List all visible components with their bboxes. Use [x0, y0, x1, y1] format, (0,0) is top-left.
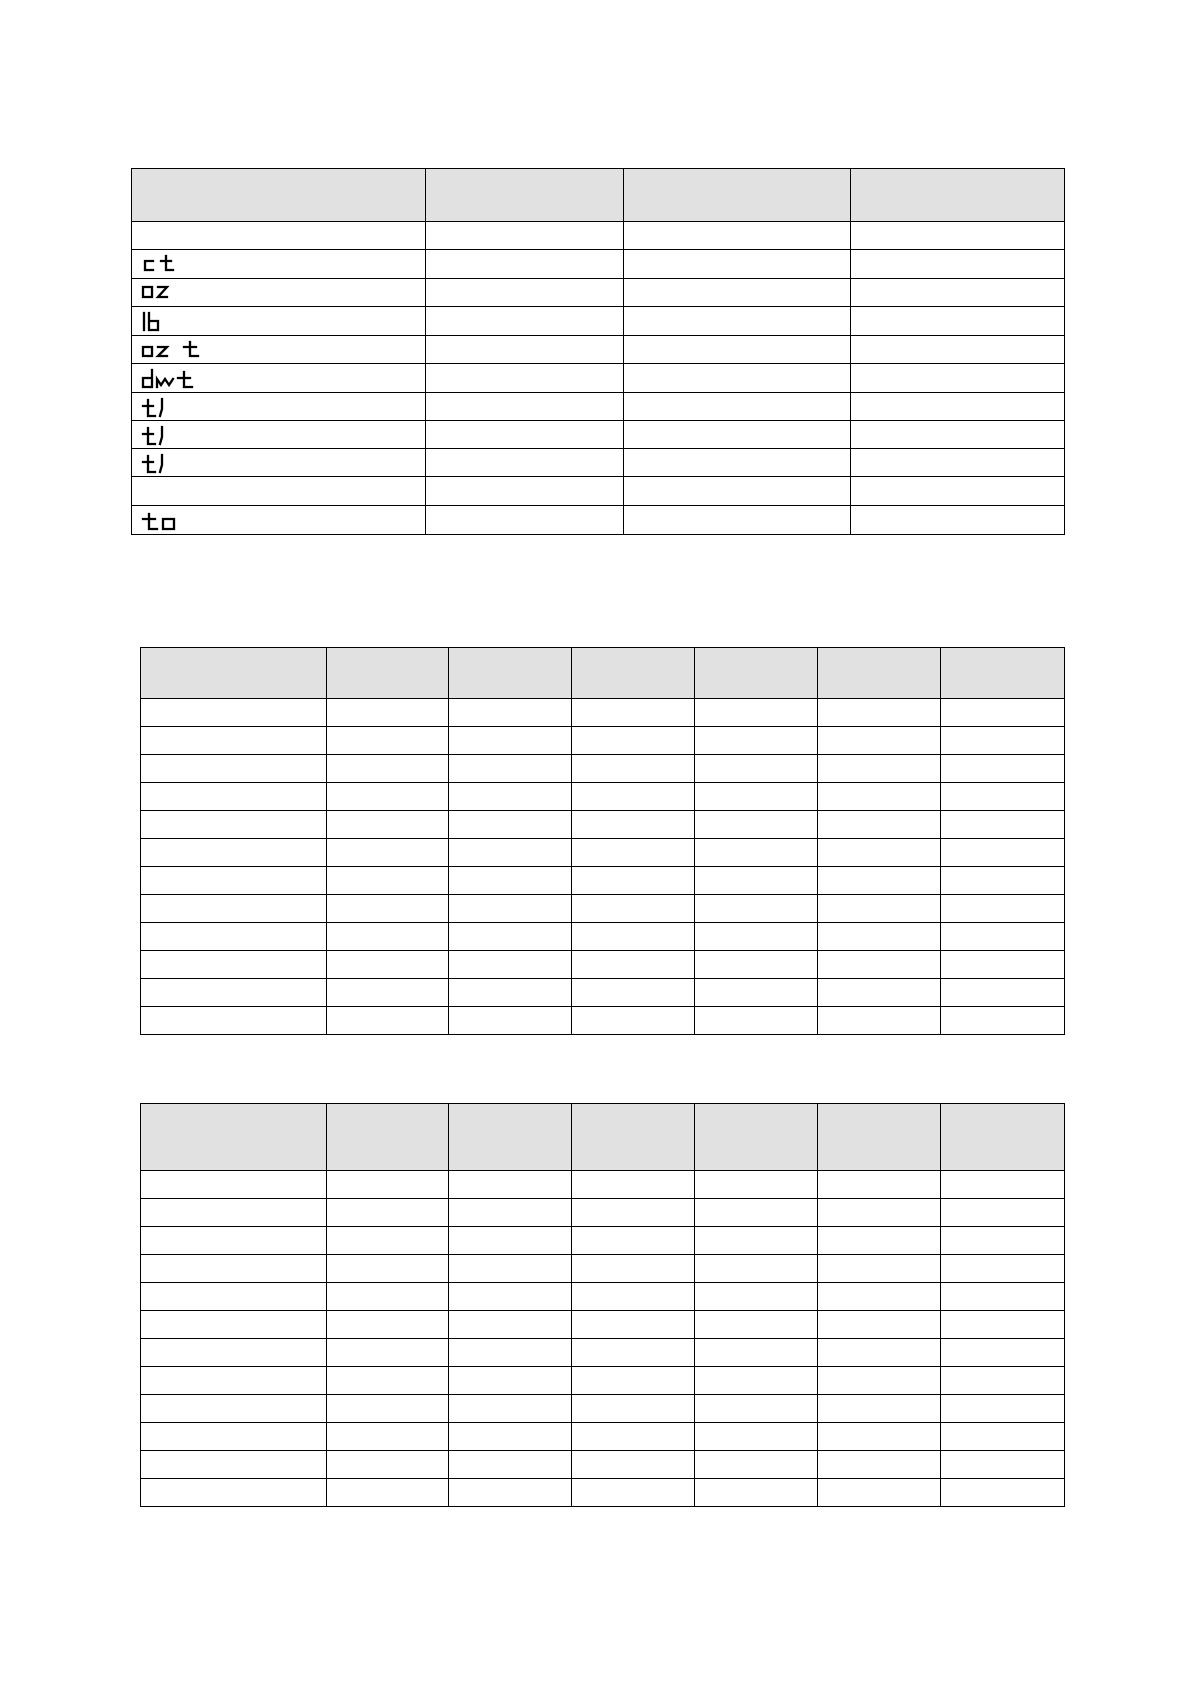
table-row: [141, 811, 1065, 839]
lcd-dwt-glyph: [140, 367, 204, 391]
table-cell: [695, 1367, 818, 1395]
table-cell: [818, 1171, 941, 1199]
table-cell: [449, 1479, 572, 1507]
table-cell: [572, 1423, 695, 1451]
table-cell: [941, 867, 1065, 895]
table-cell: [327, 783, 449, 811]
table-cell: [818, 727, 941, 755]
table-cell: [695, 783, 818, 811]
header-cell: [449, 648, 572, 699]
table-cell: [449, 979, 572, 1007]
table-cell: [624, 222, 851, 250]
table-cell: [941, 1479, 1065, 1507]
table-cell: [327, 1227, 449, 1255]
table-row: [132, 364, 1065, 393]
table-cell: [327, 1395, 449, 1423]
table-cell: [449, 727, 572, 755]
table-cell: [818, 811, 941, 839]
table-cell: [327, 1451, 449, 1479]
table-cell: [695, 1479, 818, 1507]
table-cell: [818, 755, 941, 783]
table-cell: [941, 1451, 1065, 1479]
table-row: [141, 895, 1065, 923]
table-cell: [624, 506, 851, 535]
table-cell: [449, 1367, 572, 1395]
table-cell: [695, 1171, 818, 1199]
table-cell: [941, 1171, 1065, 1199]
table-cell: [132, 364, 426, 393]
table-cell: [695, 895, 818, 923]
table-row: [141, 1451, 1065, 1479]
table-row: [132, 307, 1065, 336]
header-cell: [851, 169, 1065, 222]
table-cell: [572, 839, 695, 867]
table-cell: [851, 449, 1065, 477]
table-cell: [941, 923, 1065, 951]
table-cell: [624, 279, 851, 307]
table-cell: [695, 1423, 818, 1451]
table-cell: [327, 1367, 449, 1395]
table-cell: [941, 699, 1065, 727]
table-cell: [851, 421, 1065, 449]
table-cell: [141, 1171, 327, 1199]
table-cell: [818, 1423, 941, 1451]
table-cell: [141, 895, 327, 923]
table-row: [141, 1395, 1065, 1423]
table-cell: [141, 839, 327, 867]
table-cell: [141, 1255, 327, 1283]
table-cell: [572, 1367, 695, 1395]
table-cell: [572, 979, 695, 1007]
table-cell: [449, 867, 572, 895]
table-row: [141, 1007, 1065, 1035]
table-cell: [818, 867, 941, 895]
table-cell: [327, 979, 449, 1007]
table-cell: [449, 699, 572, 727]
table-cell: [327, 1007, 449, 1035]
table-cell: [624, 393, 851, 421]
table-cell: [449, 811, 572, 839]
unit-table: [131, 168, 1065, 535]
table-cell: [572, 951, 695, 979]
table-cell: [695, 1311, 818, 1339]
table-cell: [941, 727, 1065, 755]
header-cell: [818, 648, 941, 699]
table-cell: [327, 1311, 449, 1339]
header-cell: [624, 169, 851, 222]
header-cell: [141, 1104, 327, 1171]
table-cell: [941, 1283, 1065, 1311]
table-cell: [624, 477, 851, 506]
table-cell: [132, 421, 426, 449]
table-cell: [624, 336, 851, 364]
table-row: [141, 727, 1065, 755]
table-cell: [141, 1311, 327, 1339]
table-cell: [818, 895, 941, 923]
table-row: [141, 951, 1065, 979]
table-row: [141, 1479, 1065, 1507]
table-cell: [132, 449, 426, 477]
table-cell: [132, 506, 426, 535]
table-cell: [426, 421, 624, 449]
table-row: [141, 979, 1065, 1007]
table-row: [132, 222, 1065, 250]
table-cell: [141, 699, 327, 727]
table-cell: [851, 279, 1065, 307]
table-cell: [851, 364, 1065, 393]
table-cell: [572, 1339, 695, 1367]
table-cell: [695, 867, 818, 895]
header-cell: [572, 648, 695, 699]
table-cell: [695, 699, 818, 727]
table-row: [132, 336, 1065, 364]
header-cell: [426, 169, 624, 222]
table-cell: [327, 951, 449, 979]
table-cell: [695, 1227, 818, 1255]
header-cell: [572, 1104, 695, 1171]
table-cell: [695, 923, 818, 951]
table-cell: [941, 839, 1065, 867]
table-cell: [449, 1311, 572, 1339]
table-cell: [327, 1423, 449, 1451]
table-cell: [141, 727, 327, 755]
table-cell: [941, 811, 1065, 839]
table-cell: [449, 1171, 572, 1199]
table-cell: [132, 336, 426, 364]
table-header-row: [141, 1104, 1065, 1171]
table-cell: [449, 895, 572, 923]
table-cell: [818, 979, 941, 1007]
table-cell: [132, 307, 426, 336]
table-cell: [818, 923, 941, 951]
table-cell: [941, 1255, 1065, 1283]
lcd-oz-glyph: [140, 282, 180, 304]
table-cell: [426, 393, 624, 421]
table-cell: [572, 699, 695, 727]
table-cell: [327, 727, 449, 755]
table-cell: [818, 951, 941, 979]
table-cell: [818, 1227, 941, 1255]
table-cell: [818, 1199, 941, 1227]
table-cell: [624, 364, 851, 393]
table-cell: [141, 1423, 327, 1451]
table-cell: [449, 839, 572, 867]
table-cell: [327, 1283, 449, 1311]
table-cell: [572, 1199, 695, 1227]
table-cell: [818, 1395, 941, 1423]
table-cell: [327, 811, 449, 839]
header-cell: [327, 1104, 449, 1171]
table-cell: [851, 307, 1065, 336]
header-cell: [695, 1104, 818, 1171]
table-row: [141, 1423, 1065, 1451]
table-cell: [449, 755, 572, 783]
table-row: [141, 923, 1065, 951]
table-row: [141, 1311, 1065, 1339]
table-cell: [426, 364, 624, 393]
table-cell: [141, 1367, 327, 1395]
header-cell: [695, 648, 818, 699]
table-cell: [941, 1395, 1065, 1423]
table-cell: [572, 1479, 695, 1507]
table-cell: [449, 1423, 572, 1451]
lcd-tl-glyph: [140, 452, 174, 476]
table-cell: [818, 1283, 941, 1311]
header-cell: [941, 1104, 1065, 1171]
table-cell: [851, 506, 1065, 535]
table-row: [141, 1367, 1065, 1395]
table-cell: [327, 1171, 449, 1199]
table-cell: [572, 1311, 695, 1339]
table-cell: [141, 1199, 327, 1227]
lcd-lb-glyph: [140, 310, 170, 334]
table-cell: [449, 1283, 572, 1311]
table-cell: [572, 1007, 695, 1035]
table-cell: [695, 951, 818, 979]
table-cell: [818, 783, 941, 811]
table-cell: [941, 1423, 1065, 1451]
table-cell: [941, 755, 1065, 783]
table-cell: [572, 895, 695, 923]
table-header-row: [141, 648, 1065, 699]
table-cell: [141, 867, 327, 895]
table-cell: [426, 477, 624, 506]
lcd-ct-glyph: [140, 253, 184, 275]
table-cell: [132, 250, 426, 279]
table-cell: [695, 1339, 818, 1367]
table-cell: [818, 1007, 941, 1035]
header-cell: [449, 1104, 572, 1171]
table-cell: [572, 1255, 695, 1283]
table-row: [141, 1339, 1065, 1367]
table-cell: [141, 783, 327, 811]
table-cell: [132, 477, 426, 506]
table-cell: [695, 727, 818, 755]
table-cell: [851, 336, 1065, 364]
table-cell: [695, 1283, 818, 1311]
table-cell: [426, 449, 624, 477]
table-cell: [572, 1283, 695, 1311]
table-cell: [426, 250, 624, 279]
table-cell: [327, 895, 449, 923]
table-cell: [624, 307, 851, 336]
lcd-tl-glyph: [140, 424, 174, 448]
table-cell: [818, 699, 941, 727]
table-row: [132, 477, 1065, 506]
table-row: [141, 783, 1065, 811]
table-cell: [572, 1395, 695, 1423]
table-cell: [695, 755, 818, 783]
table-cell: [695, 979, 818, 1007]
table-cell: [941, 895, 1065, 923]
table-cell: [141, 1451, 327, 1479]
table-cell: [141, 979, 327, 1007]
table-cell: [426, 336, 624, 364]
table-cell: [141, 1007, 327, 1035]
table-cell: [818, 1255, 941, 1283]
table-cell: [449, 1255, 572, 1283]
table-cell: [327, 923, 449, 951]
header-cell: [941, 648, 1065, 699]
header-cell: [141, 648, 327, 699]
table-cell: [695, 1395, 818, 1423]
table-cell: [695, 839, 818, 867]
table-cell: [327, 1479, 449, 1507]
table-row: [132, 279, 1065, 307]
table-cell: [695, 1199, 818, 1227]
table-cell: [818, 1479, 941, 1507]
table-cell: [941, 1339, 1065, 1367]
table-cell: [327, 1255, 449, 1283]
header-cell: [327, 648, 449, 699]
table-cell: [449, 1007, 572, 1035]
table-cell: [572, 1227, 695, 1255]
table-cell: [327, 755, 449, 783]
table-cell: [449, 923, 572, 951]
header-cell: [132, 169, 426, 222]
table-cell: [941, 1367, 1065, 1395]
table-cell: [941, 1227, 1065, 1255]
table-row: [141, 1199, 1065, 1227]
table-cell: [141, 755, 327, 783]
table-cell: [141, 951, 327, 979]
table-cell: [141, 923, 327, 951]
table-cell: [141, 1339, 327, 1367]
table-cell: [327, 699, 449, 727]
table-cell: [449, 1395, 572, 1423]
table-cell: [941, 1311, 1065, 1339]
table-cell: [818, 839, 941, 867]
table-cell: [132, 279, 426, 307]
table-cell: [941, 979, 1065, 1007]
model-table: [140, 647, 1065, 1035]
lcd-oz-t-glyph: [140, 339, 204, 361]
table-cell: [572, 1171, 695, 1199]
table-cell: [141, 1479, 327, 1507]
table-cell: [132, 222, 426, 250]
table-cell: [941, 951, 1065, 979]
table-cell: [624, 250, 851, 279]
table-cell: [695, 1007, 818, 1035]
table-cell: [818, 1367, 941, 1395]
table-cell: [449, 1339, 572, 1367]
table-cell: [851, 393, 1065, 421]
table-cell: [141, 811, 327, 839]
table-cell: [426, 506, 624, 535]
table-cell: [449, 951, 572, 979]
table-cell: [327, 867, 449, 895]
table-header-row: [132, 169, 1065, 222]
table-row: [132, 393, 1065, 421]
table-cell: [572, 755, 695, 783]
table-cell: [449, 783, 572, 811]
lcd-to-glyph: [140, 509, 184, 533]
table-row: [132, 506, 1065, 535]
table-cell: [327, 1199, 449, 1227]
header-cell: [818, 1104, 941, 1171]
table-cell: [327, 839, 449, 867]
table-cell: [818, 1451, 941, 1479]
table-cell: [327, 1339, 449, 1367]
table-cell: [426, 307, 624, 336]
table-cell: [572, 1451, 695, 1479]
table-row: [141, 1227, 1065, 1255]
table-cell: [572, 923, 695, 951]
table-cell: [449, 1227, 572, 1255]
table-cell: [941, 1007, 1065, 1035]
table-row: [141, 1255, 1065, 1283]
table-cell: [572, 811, 695, 839]
table-cell: [851, 222, 1065, 250]
table-cell: [851, 477, 1065, 506]
table-cell: [426, 222, 624, 250]
table-cell: [624, 421, 851, 449]
table-row: [141, 1171, 1065, 1199]
lcd-tl-glyph: [140, 396, 174, 420]
table-row: [132, 421, 1065, 449]
table-row: [141, 867, 1065, 895]
table-row: [141, 699, 1065, 727]
table-cell: [851, 250, 1065, 279]
table-cell: [141, 1227, 327, 1255]
table-cell: [141, 1283, 327, 1311]
table-cell: [572, 727, 695, 755]
table-cell: [449, 1451, 572, 1479]
table-cell: [941, 783, 1065, 811]
table-cell: [695, 1451, 818, 1479]
table-row: [141, 755, 1065, 783]
table-cell: [572, 867, 695, 895]
model-table: [140, 1103, 1065, 1507]
table-cell: [624, 449, 851, 477]
table-cell: [818, 1311, 941, 1339]
table-cell: [572, 783, 695, 811]
table-cell: [695, 1255, 818, 1283]
table-row: [141, 839, 1065, 867]
table-row: [132, 449, 1065, 477]
table-cell: [941, 1199, 1065, 1227]
table-cell: [449, 1199, 572, 1227]
table-cell: [132, 393, 426, 421]
table-cell: [141, 1395, 327, 1423]
table-row: [132, 250, 1065, 279]
table-cell: [426, 279, 624, 307]
table-cell: [695, 811, 818, 839]
table-row: [141, 1283, 1065, 1311]
table-cell: [818, 1339, 941, 1367]
